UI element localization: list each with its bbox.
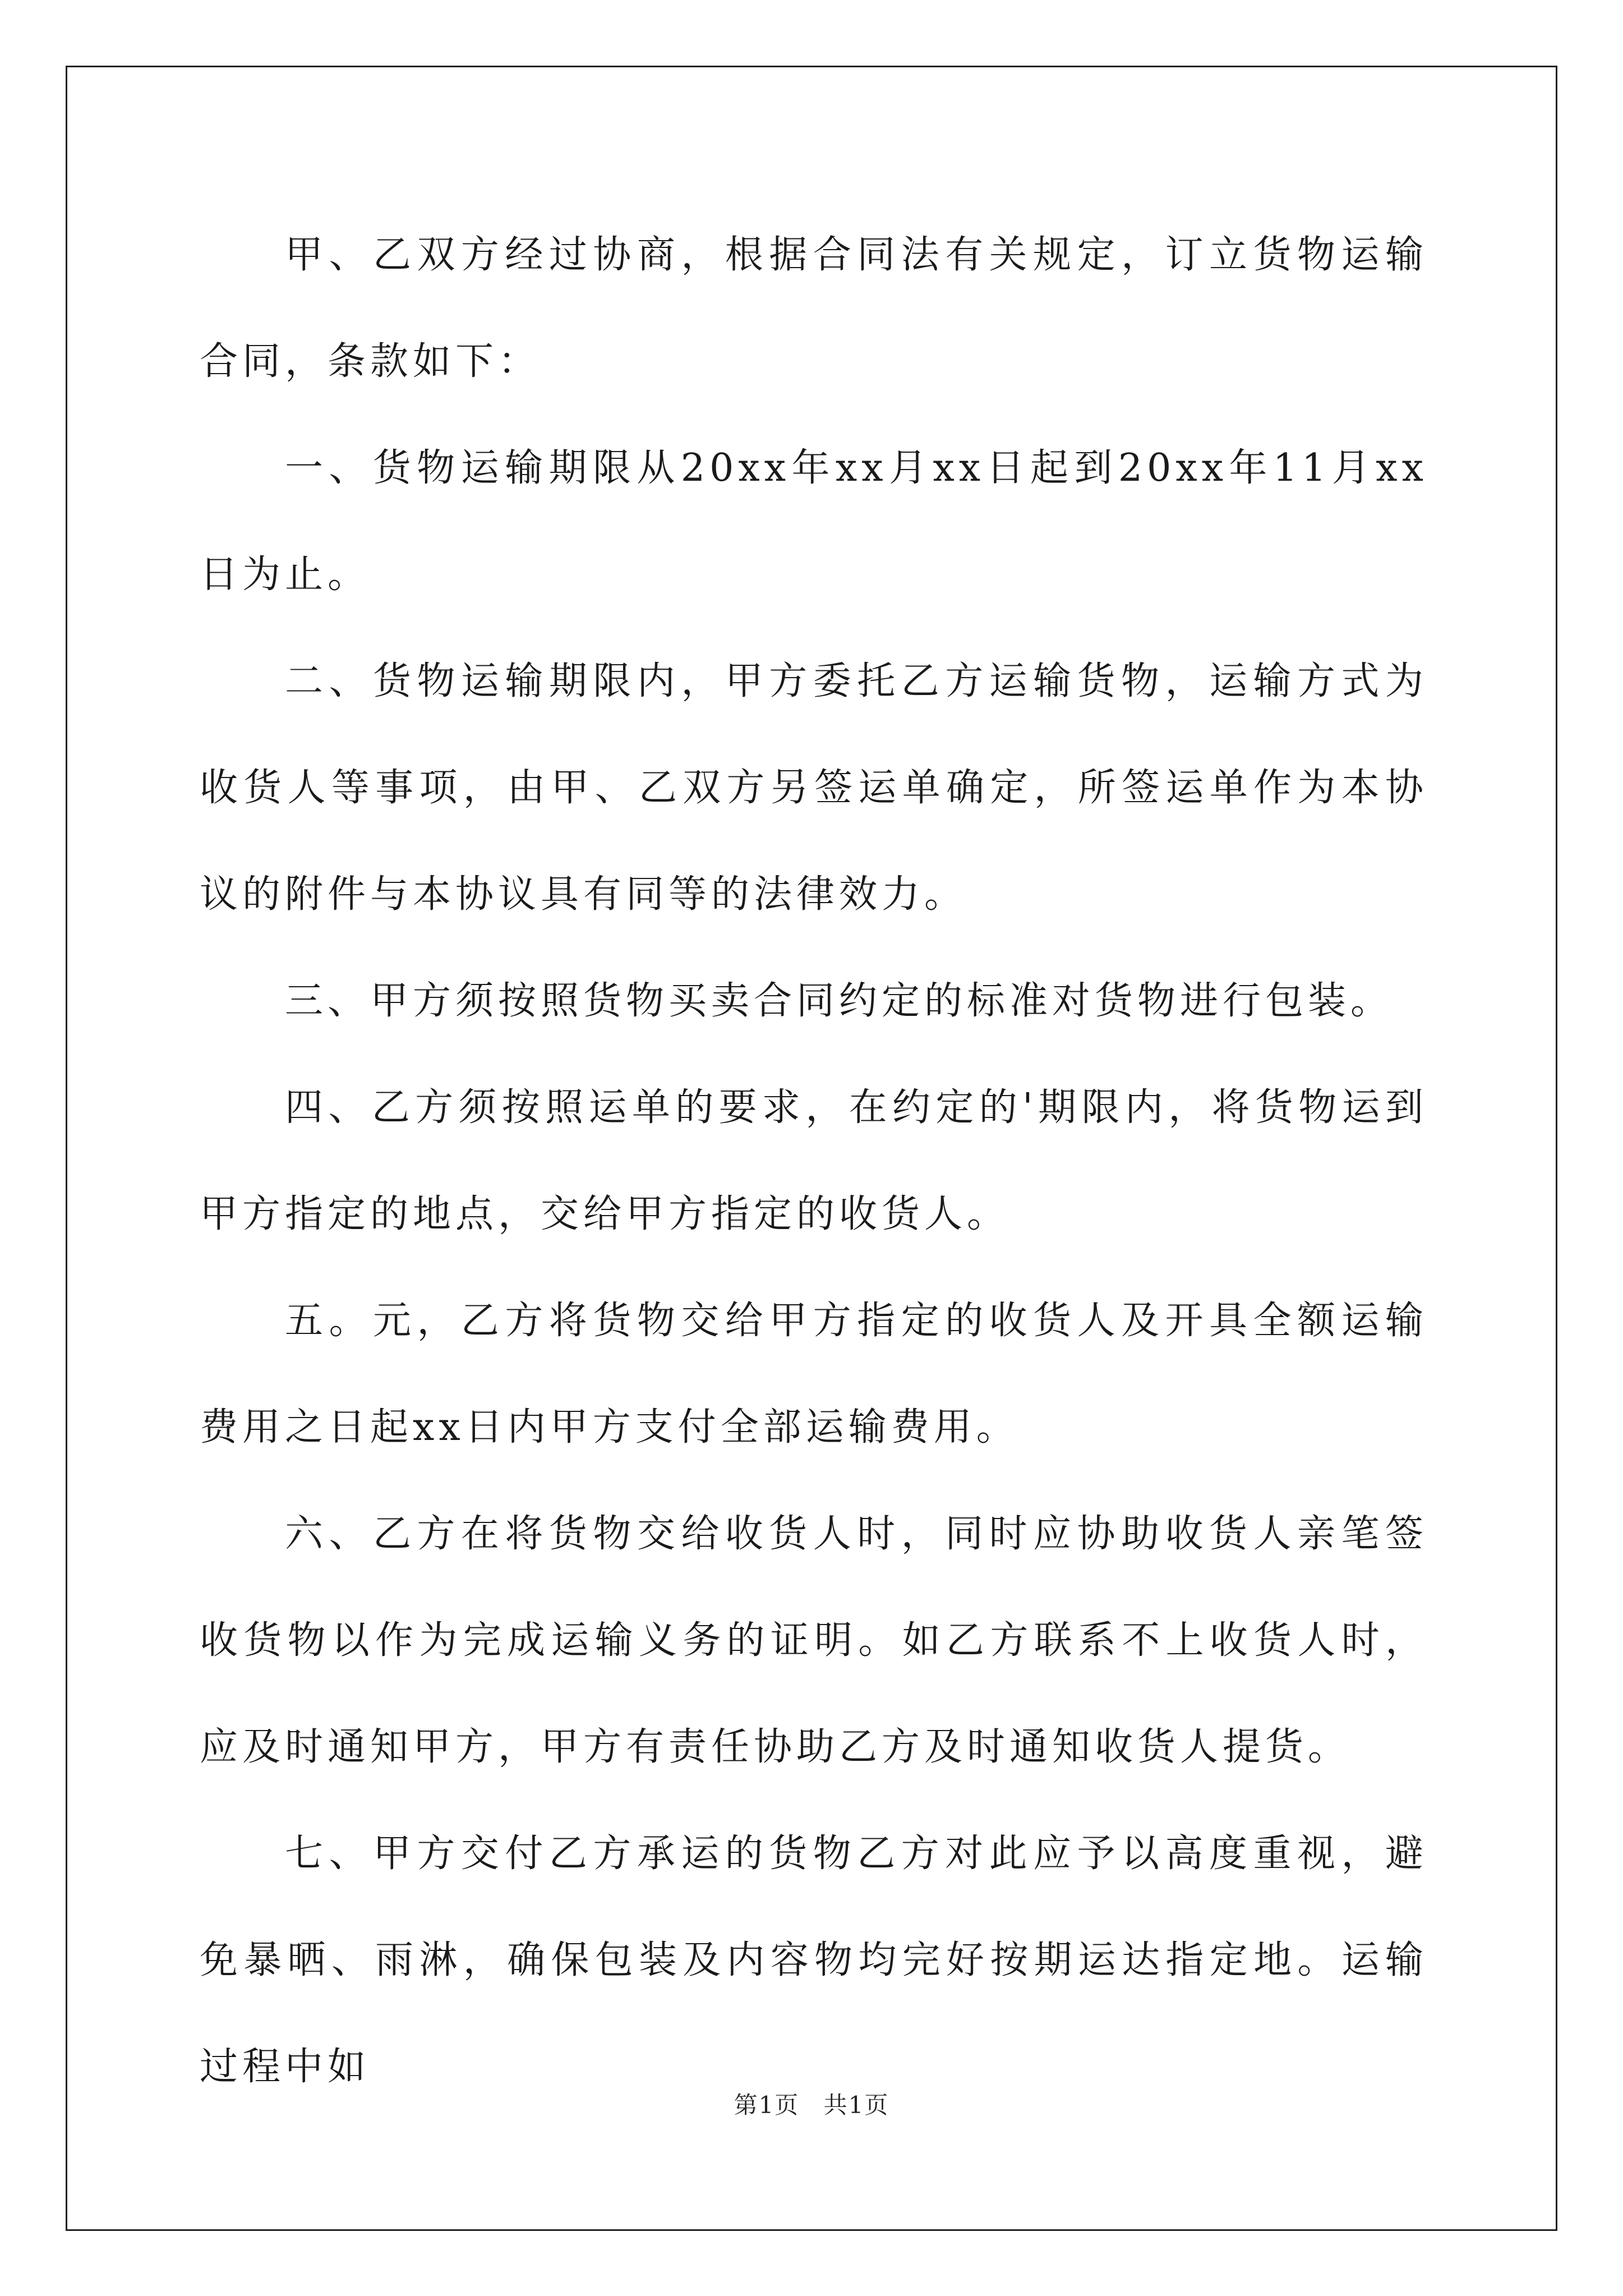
paragraph-clause-7: 七、甲方交付乙方承运的货物乙方对此应予以高度重视，避免暴晒、雨淋，确保包装及内容物均完好按期运达指定地。运输过程中如 bbox=[200, 1832, 1428, 2089]
paragraph-clause-6: 六、乙方在将货物交给收货人时，同时应协助收货人亲笔签收货物以作为完成运输义务的证明。如乙方联系不上收货人时，应及时通知甲方，甲方有责任协助乙方及时通知收货人提货。 bbox=[200, 1512, 1428, 1769]
page-number-current: 第1页 bbox=[734, 2091, 800, 2119]
paragraph-intro: 甲、乙双方经过协商，根据合同法有关规定，订立货物运输合同，条款如下： bbox=[200, 233, 1428, 384]
paragraph-clause-2: 二、货物运输期限内，甲方委托乙方运输货物，运输方式为收货人等事项，由甲、乙双方另签运单确定，所签运单作为本协议的附件与本协议具有同等的法律效力。 bbox=[200, 659, 1428, 917]
document-body bbox=[200, 202, 1428, 2120]
page-number-total: 共1页 bbox=[823, 2091, 889, 2119]
page-footer bbox=[0, 2087, 1623, 2120]
paragraph-clause-3: 三、甲方须按照货物买卖合同约定的标准对货物进行包装。 bbox=[285, 979, 1394, 1023]
paragraph-clause-4: 四、乙方须按照运单的要求，在约定的'期限内，将货物运到甲方指定的地点，交给甲方指定的收货人。 bbox=[200, 1085, 1428, 1236]
paragraph-clause-5: 五。元，乙方将货物交给甲方指定的收货人及开具全额运输费用之日起xx日内甲方支付全部运输费用。 bbox=[200, 1299, 1428, 1450]
paragraph-clause-1: 一、货物运输期限从20xx年xx月xx日起到20xx年11月xx日为止。 bbox=[200, 446, 1428, 597]
